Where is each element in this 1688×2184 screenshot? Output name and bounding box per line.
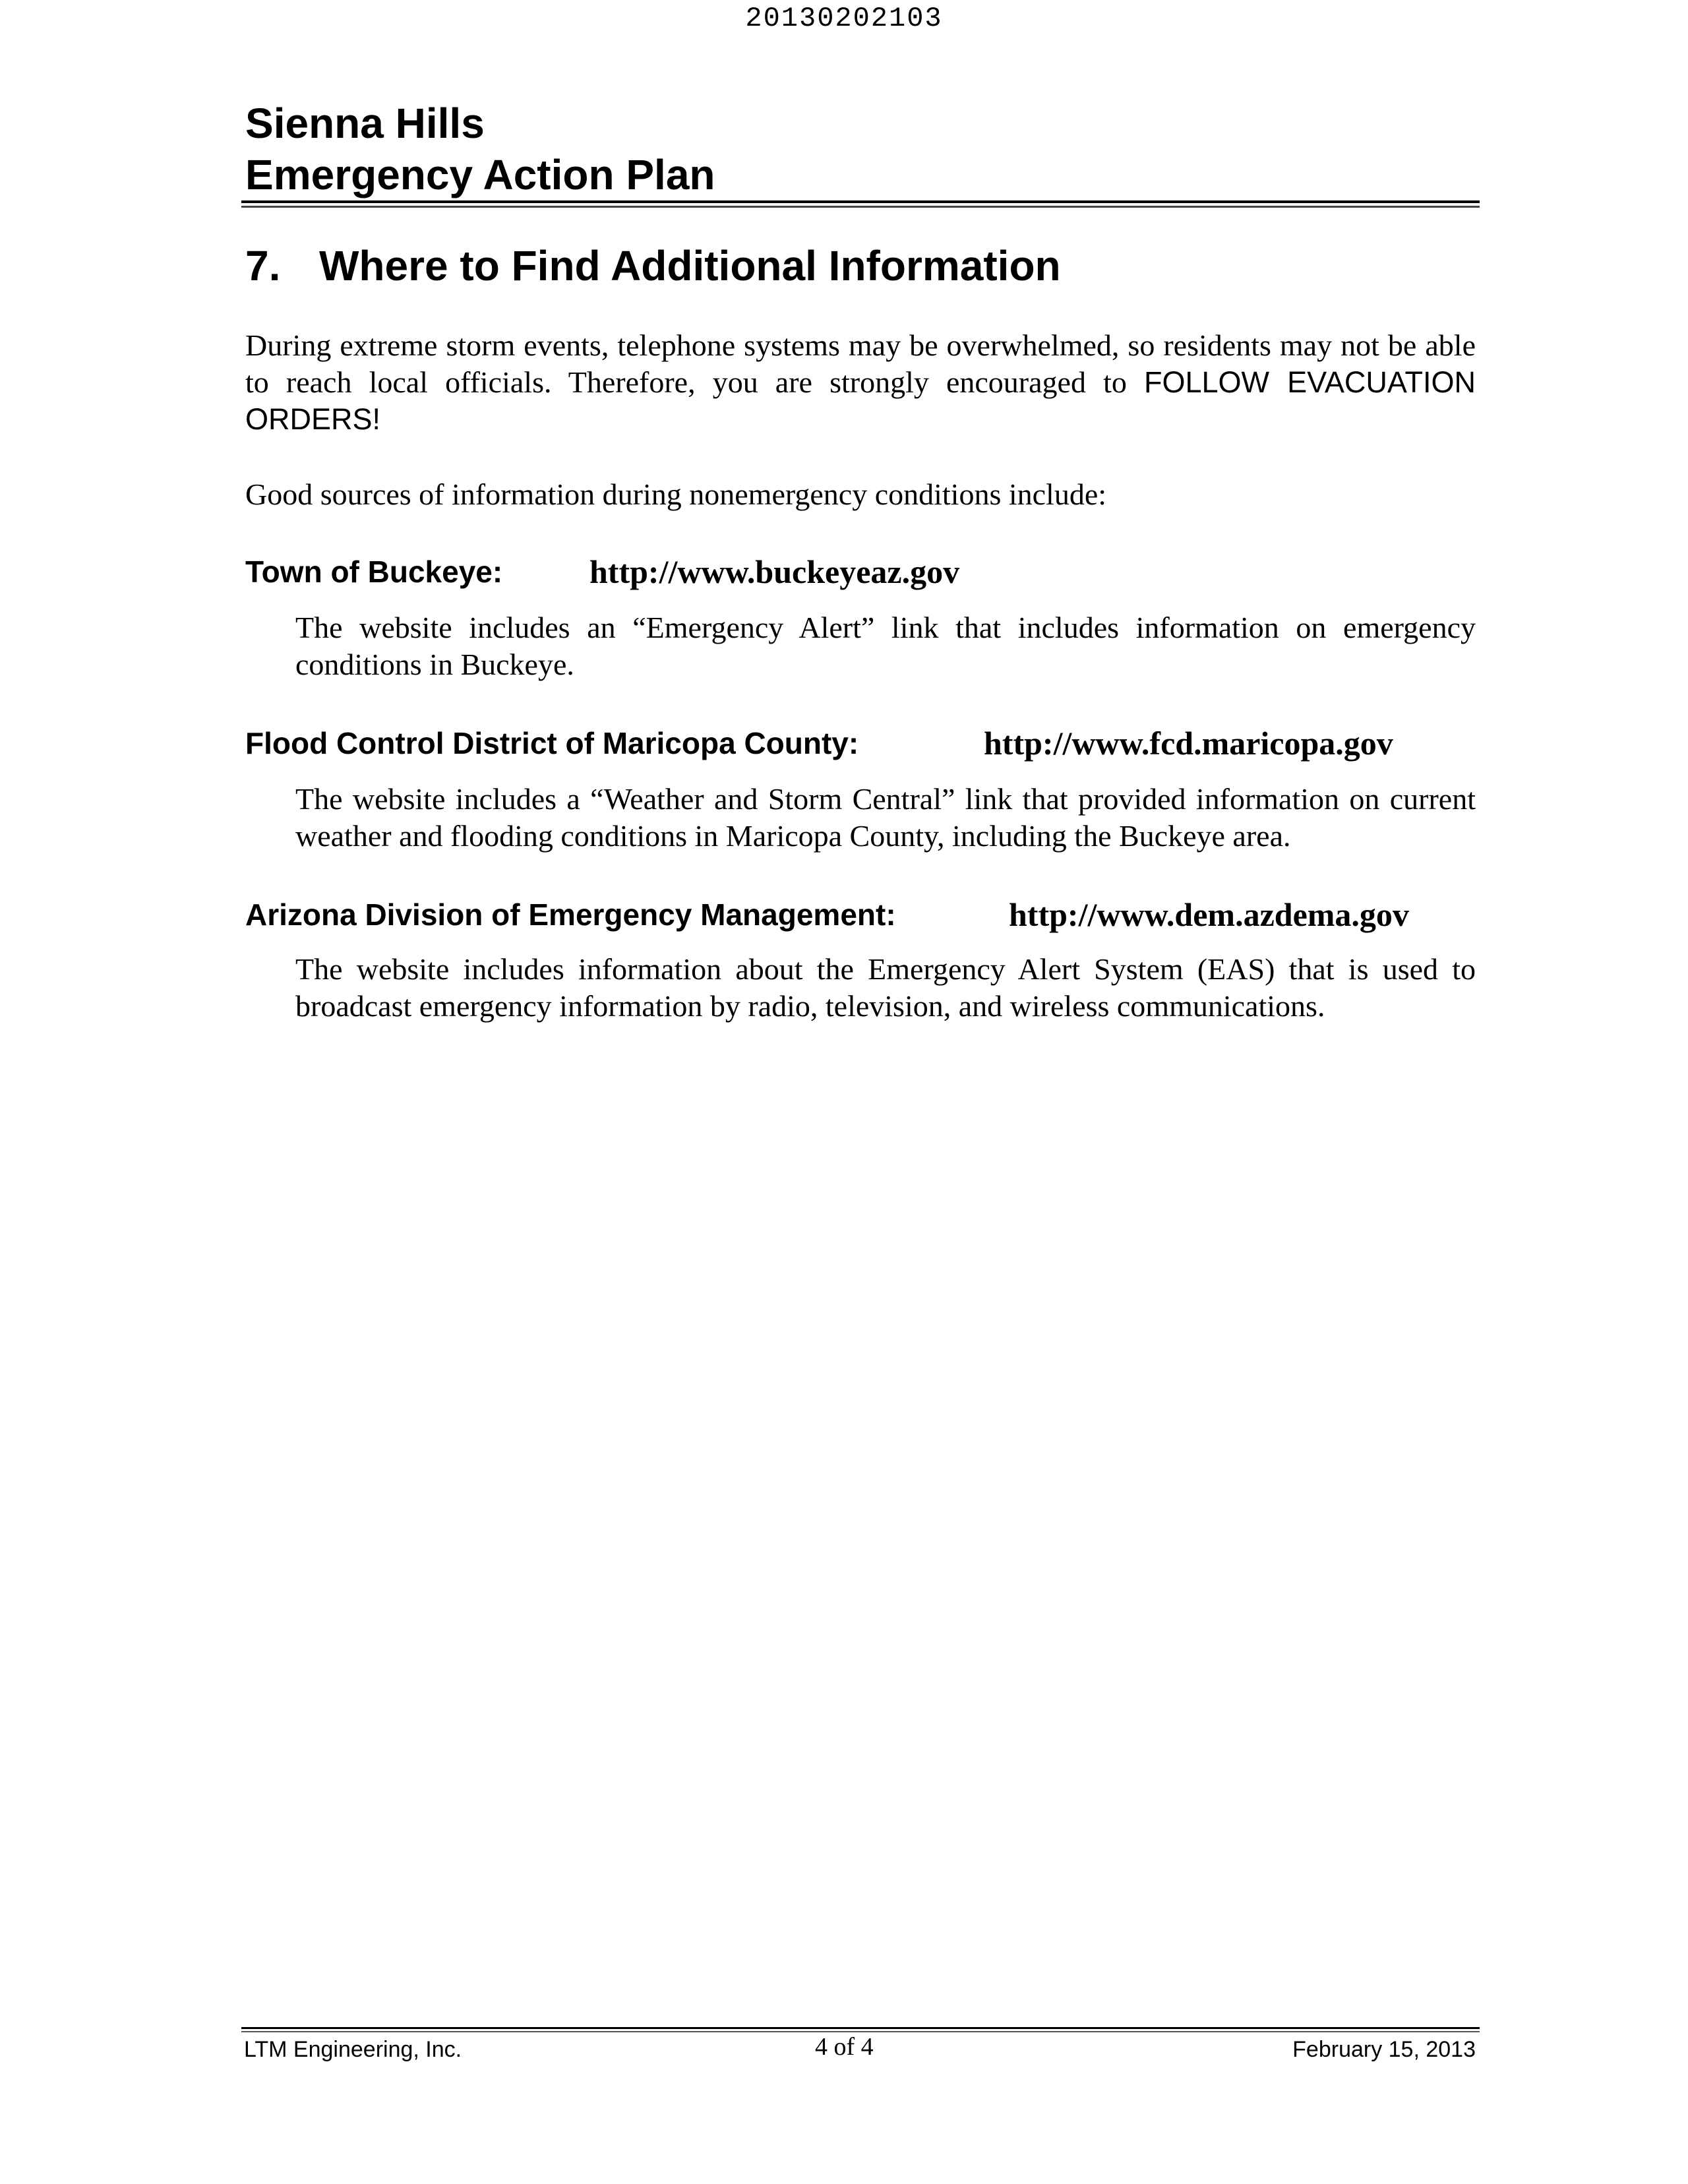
source-description: The website includes information about the Emergency Alert System (EAS) that is used to broadcast emergency information by radio, television, and wireless communications. bbox=[295, 952, 1476, 1023]
section-number: 7. bbox=[245, 242, 281, 289]
source-label: Town of Buckeye: bbox=[245, 555, 503, 589]
intro-paragraph bbox=[245, 327, 1476, 438]
source-row-fcd bbox=[245, 725, 1393, 762]
source-label: Arizona Division of Emergency Management: bbox=[245, 897, 896, 932]
header-project-name: Sienna Hills bbox=[245, 100, 485, 147]
footer-company: LTM Engineering, Inc. bbox=[244, 2037, 462, 2062]
intro-emphasis: FOLLOW EVACUATION ORDERS! bbox=[245, 365, 1476, 436]
source-row-buckeye bbox=[245, 553, 960, 590]
section-heading bbox=[245, 240, 1061, 291]
intro-text: During extreme storm events, telephone systems may be overwhelmed, so residents may not be able to reach local officials. Therefore, you are strongly encouraged to bbox=[245, 328, 1476, 399]
footer-date: February 15, 2013 bbox=[1292, 2037, 1476, 2062]
source-description: The website includes a “Weather and Storm Central” link that provided information on current weather and flooding conditions in Maricopa County, including the Buckeye area. bbox=[295, 782, 1476, 853]
document-header bbox=[245, 98, 715, 200]
source-url-link[interactable]: http://www.dem.azdema.gov bbox=[1009, 896, 1409, 933]
source-row-azdema bbox=[245, 896, 1409, 933]
footer-divider bbox=[241, 2027, 1480, 2032]
document-id: 20130202103 bbox=[745, 3, 943, 34]
sources-intro: Good sources of information during nonemergency conditions include: bbox=[245, 477, 1107, 511]
source-description: The website includes an “Emergency Alert” link that includes information on emergency conditions in Buckeye. bbox=[295, 611, 1476, 681]
header-divider bbox=[241, 200, 1480, 208]
source-url-link[interactable]: http://www.fcd.maricopa.gov bbox=[984, 725, 1393, 762]
source-label: Flood Control District of Maricopa County: bbox=[245, 726, 859, 760]
source-url-link[interactable]: http://www.buckeyeaz.gov bbox=[589, 553, 960, 590]
section-title: Where to Find Additional Information bbox=[319, 242, 1061, 289]
header-document-title: Emergency Action Plan bbox=[245, 151, 715, 198]
footer-page-number: 4 of 4 bbox=[815, 2033, 874, 2061]
